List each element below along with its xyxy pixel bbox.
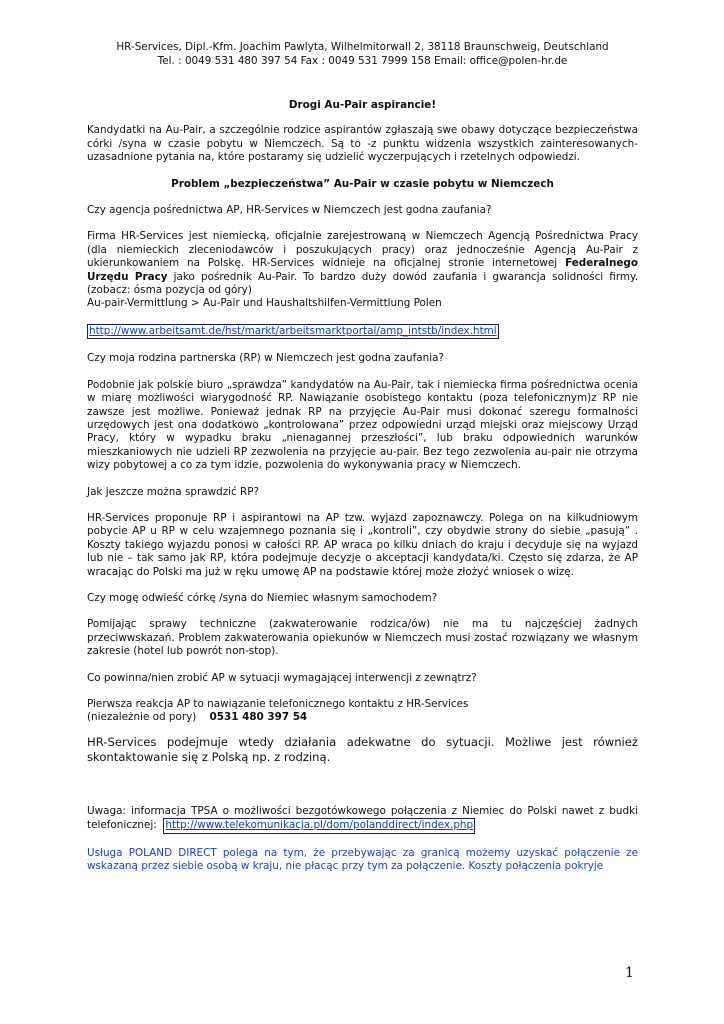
telekomunikacja-link[interactable]: http://www.telekomunikacja.pl/dom/polanddirect/index.php (163, 818, 475, 833)
letterhead-contact: Tel. : 0049 531 480 397 54 Fax : 0049 531 7999 158 Email: office@polen-hr.de (157, 55, 568, 67)
answer-intervention-line2: (niezależnie od pory) (87, 711, 210, 724)
phone-number: 0531 480 397 54 (209, 711, 308, 724)
arbeitsamt-link[interactable]: http://www.arbeitsamt.de/hst/markt/arbeitsmarktportal/amp_intstb/index.html (87, 324, 499, 339)
page-number: 1 (625, 965, 634, 981)
question-car: Czy mogę odwieść córkę /syna do Niemiec własnym samochodem? (87, 591, 438, 604)
answer-agency-part1: Firma HR-Services jest niemiecką, oficjalnie zarejestrowaną w Niemczech Agencją Pośrednictwa Pracy (dla niemieckich zleceniodawców i poszukujących pracy) oraz jednocześnie Agencją Au-Pair z ukierunkowaniem na Polskę. HR-Services widnieje na oficjalnej stronie internetowej (87, 230, 638, 270)
answer-agency-path: Au-pair-Vermittlung > Au-Pair und Haushaltshilfen-Vermittlung Polen (87, 297, 442, 310)
answer-car: Pomijając sprawy techniczne (zakwaterowanie rodzica/ów) nie ma tu najczęściej żadnych przeciwwskazań. Problem zakwaterowania opiekunów w Niemczech musi zostać rozwiązany we własnym zakresie (hotel lub powrót non-stop). (87, 618, 638, 658)
intro-paragraph: Kandydatki na Au-Pair, a szczególnie rodzice aspirantów zgłaszają swe obawy dotyczące bezpieczeństwa córki /syna w czasie pobytu w Niemczech. Są to -z punktu widzenia wszystkich zainteresowanych- uzasadnione pytania na, które postaramy się udzielić wyczerpujących i rzetelnych odpowiedzi. (87, 124, 638, 164)
letterhead (87, 40, 638, 68)
answer-intervention-followup: HR-Services podejmuje wtedy działania adekwatne do sytuacji. Możliwe jest również skontaktowanie się z Polską np. z rodziną. (87, 734, 638, 764)
question-intervention: Co powinna/nien zrobić AP w sytuacji wymagającej interwencji z zewnątrz? (87, 671, 477, 684)
answer-intervention-line1: Pierwsza reakcja AP to nawiązanie telefonicznego kontaktu z HR-Services (87, 698, 469, 710)
section-title: Problem „bezpieczeństwa” Au-Pair w czasie pobytu w Niemczech (171, 177, 554, 190)
answer-intervention (87, 698, 638, 725)
poland-direct-paragraph: Usługa POLAND DIRECT polega na tym, że przebywając za granicą możemy uzyskać połączenie ze wskazaną przez siebie osobą w kraju, nie płacąc przy tym za połączenie. Koszty połączenia pokryje (87, 846, 638, 873)
document-page (87, 40, 642, 886)
answer-verify: HR-Services proponuje RP i aspirantowi na AP tzw. wyjazd zapoznawczy. Polega on na kilkudniowym pobycie AP u RP w celu wzajemnego poznania się i „kontroli”, czy obydwie strony do siebie „pasują” . Koszty takiego wyjazdu ponosi w całości RP. AP wraca po kilku dniach do kraju i decyduje się na wyjazd lub nie – tak samo jak RP, która podejmuje decyzje o akceptacji kandydata/ki. Często się zdarza, że AP wracając do Polski ma już w ręku umowę AP na podstawie której może złożyć wniosek o wizę. (87, 511, 638, 578)
answer-agency-bold: Federalnego Urzędu Pracy (87, 257, 638, 283)
tpsa-note-text: Uwaga: informacja TPSA o możliwości bezgotówkowego połączenia z Niemiec do Polski nawet z budki telefonicznej: (87, 804, 642, 832)
question-agency: Czy agencja pośrednictwa AP, HR-Services w Niemczech jest godna zaufania? (87, 204, 492, 217)
question-verify: Jak jeszcze można sprawdzić RP? (87, 485, 260, 498)
answer-agency-part2: jako pośrednik Au-Pair. To bardzo duży dowód zaufania i gwarancja solidności firmy. (zobacz: ósma pozycja od góry) (87, 270, 638, 297)
agency-link-paragraph (87, 324, 638, 339)
letterhead-address: HR-Services, Dipl.-Kfm. Joachim Pawlyta, Wilhelmitorwall 2, 38118 Braunschweig, Deutschland (116, 41, 609, 53)
tpsa-note (87, 804, 642, 834)
question-host-family: Czy moja rodzina partnerska (RP) w Niemczech jest godna zaufania? (87, 352, 444, 365)
answer-host-family: Podobnie jak polskie biuro „sprawdza” kandydatów na Au-Pair, tak i niemiecka firma pośrednictwa ocenia w miarę możliwości wiarygodność RP. Nawiązanie osobistego kontaktu (poza telefonicznym)z RP nie zawsze jest możliwe. Ponieważ jednak RP na przyjęcie Au-Pair musi dokonać szeregu formalności urzędowych jest ona dodatkowo „kontrolowana” przez odpowiedni urząd miejski oraz miejscowy Urząd Pracy, który w wypadku braku „nienagannej przeszłości”, lub braku odpowiednich warunków mieszkaniowych nie udzieli RP zezwolenia na przyjęcie au-pair. Bez tego zezwolenia au-pair nie otrzyma wizy pobytowej a co za tym idzie, pozwolenia do wykonywania pracy w Niemczech. (87, 378, 638, 472)
answer-agency (87, 230, 638, 297)
document-title: Drogi Au-Pair aspirancie! (288, 99, 437, 111)
